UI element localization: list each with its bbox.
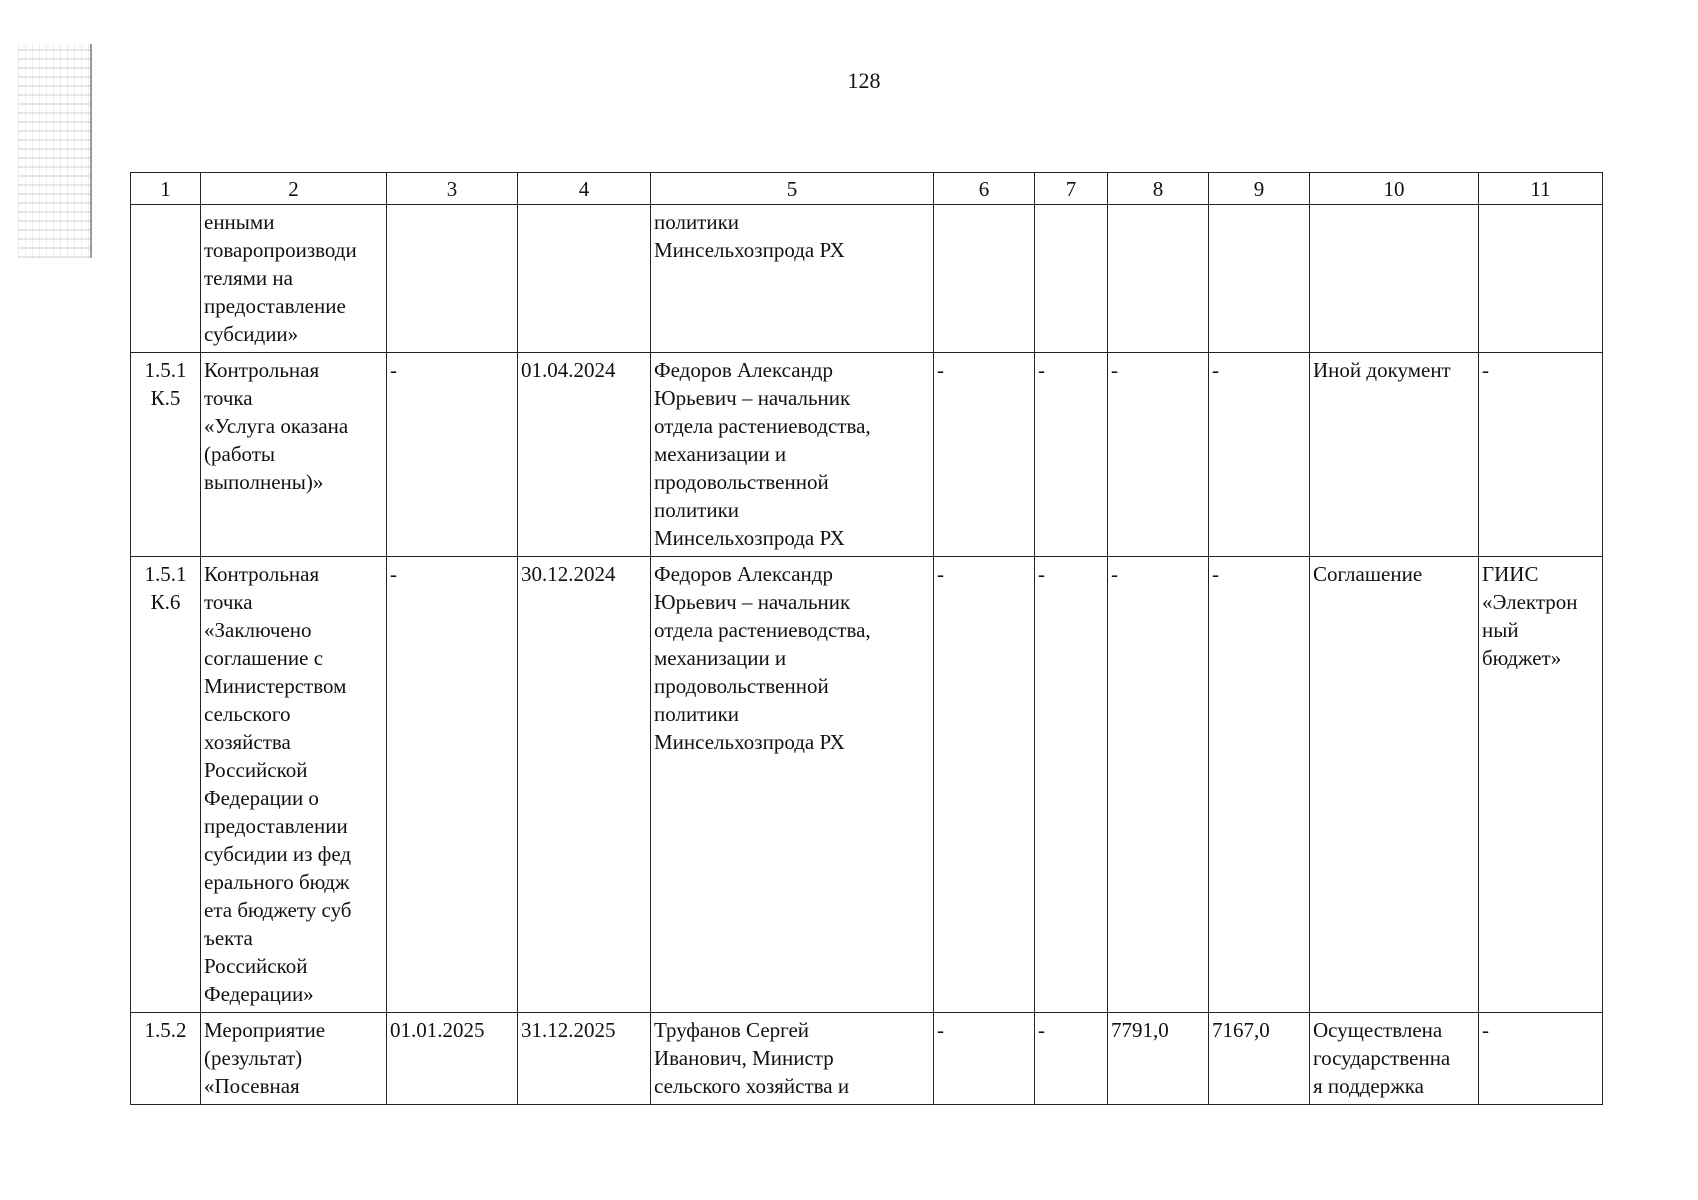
col-header-8: 8	[1108, 173, 1209, 205]
col-header-2: 2	[201, 173, 387, 205]
cell-col-6: -	[934, 557, 1035, 1013]
cell-system: -	[1479, 1013, 1603, 1105]
cell-end-date: 31.12.2025	[518, 1013, 651, 1105]
page-number: 128	[847, 68, 881, 93]
cell-number: 1.5.1 К.6	[131, 557, 201, 1013]
table-row	[131, 353, 1603, 557]
cell-number: 1.5.2	[131, 1013, 201, 1105]
col-header-11: 11	[1479, 173, 1603, 205]
cell-col-9: -	[1209, 353, 1310, 557]
cell-start-date: -	[387, 557, 518, 1013]
col-header-1: 1	[131, 173, 201, 205]
cell-document: Соглашение	[1310, 557, 1479, 1013]
cell-start-date	[387, 205, 518, 353]
cell-col-6: -	[934, 1013, 1035, 1105]
cell-document: Осуществлена государственна я поддержка	[1310, 1013, 1479, 1105]
cell-system: ГИИС «Электрон ный бюджет»	[1479, 557, 1603, 1013]
col-header-5: 5	[651, 173, 934, 205]
cell-col-9	[1209, 205, 1310, 353]
cell-col-8: -	[1108, 557, 1209, 1013]
cell-system: -	[1479, 353, 1603, 557]
col-header-3: 3	[387, 173, 518, 205]
cell-responsible: политики Минсельхозпрода РХ	[651, 205, 934, 353]
cell-col-8	[1108, 205, 1209, 353]
col-header-10: 10	[1310, 173, 1479, 205]
table-row	[131, 205, 1603, 353]
data-table	[130, 172, 1603, 1105]
cell-col-7: -	[1035, 353, 1108, 557]
cell-col-6	[934, 205, 1035, 353]
cell-col-9: 7167,0	[1209, 1013, 1310, 1105]
cell-name: Мероприятие (результат) «Посевная	[201, 1013, 387, 1105]
cell-end-date	[518, 205, 651, 353]
cell-system	[1479, 205, 1603, 353]
table-row	[131, 557, 1603, 1013]
col-header-6: 6	[934, 173, 1035, 205]
cell-responsible: Федоров Александр Юрьевич – начальник отдела растениеводства, механизации и продовольственной политики Минсельхозпрода РХ	[651, 557, 934, 1013]
cell-name: енными товаропроизводи телями на предоставление субсидии»	[201, 205, 387, 353]
cell-responsible: Федоров Александр Юрьевич – начальник отдела растениеводства, механизации и продовольственной политики Минсельхозпрода РХ	[651, 353, 934, 557]
col-header-9: 9	[1209, 173, 1310, 205]
cell-col-7: -	[1035, 1013, 1108, 1105]
cell-number: 1.5.1 К.5	[131, 353, 201, 557]
col-header-7: 7	[1035, 173, 1108, 205]
cell-name: Контрольная точка «Заключено соглашение с Министерством сельского хозяйства Российской Федерации о предоставлении субсидии из фед ерального бюдж ета бюджету суб ъекта Российской Федерации»	[201, 557, 387, 1013]
col-header-4: 4	[518, 173, 651, 205]
cell-name: Контрольная точка «Услуга оказана (работы выполнены)»	[201, 353, 387, 557]
cell-end-date: 01.04.2024	[518, 353, 651, 557]
header-row	[131, 173, 1603, 205]
cell-start-date: 01.01.2025	[387, 1013, 518, 1105]
cell-responsible: Труфанов Сергей Иванович, Министр сельского хозяйства и	[651, 1013, 934, 1105]
cell-col-6: -	[934, 353, 1035, 557]
cell-start-date: -	[387, 353, 518, 557]
cell-col-7: -	[1035, 557, 1108, 1013]
cell-col-8: 7791,0	[1108, 1013, 1209, 1105]
table-row	[131, 1013, 1603, 1105]
cell-col-7	[1035, 205, 1108, 353]
cell-col-8: -	[1108, 353, 1209, 557]
cell-end-date: 30.12.2024	[518, 557, 651, 1013]
cell-document: Иной документ	[1310, 353, 1479, 557]
cell-number	[131, 205, 201, 353]
cell-document	[1310, 205, 1479, 353]
cell-col-9: -	[1209, 557, 1310, 1013]
